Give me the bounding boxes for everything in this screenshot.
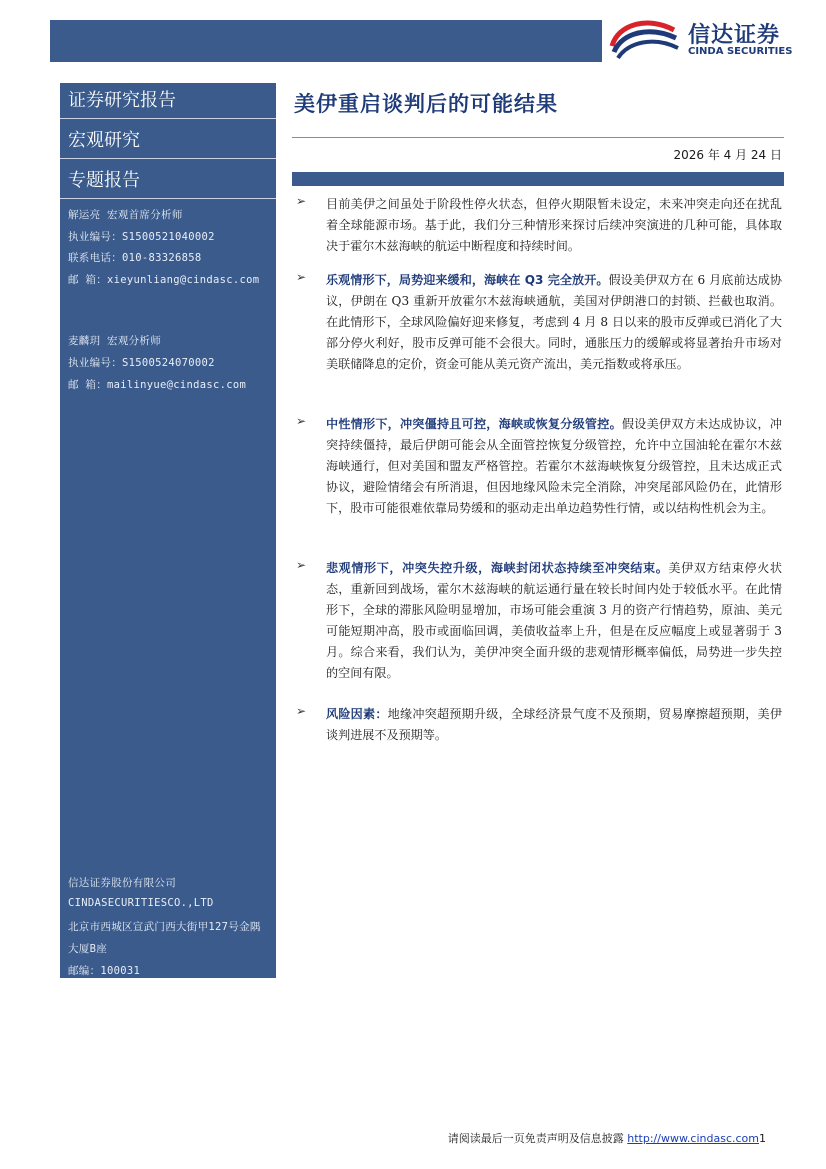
logo-text-cn: 信达证券 [688,23,781,48]
report-date: 2026 年 4 月 24 日 [673,148,782,162]
bullet-text: 悲观情形下，冲突失控升级，海峡封闭状态持续至冲突结束。美伊双方结束停火状态，重新回到战场，霍尔木兹海峡的航运通行量在较长时间内处于较低水平。在此情形下，全球的滞胀风险明显增加，市场可能会重演 3 月的资产行情趋势，原油、美元可能短期冲高，股市或面临回调，美债收益率上升，但是在反应幅度上或显著弱于 3 月。综合来看，我们认为，美伊冲突全面升级的悲观情形概率偏低，局势进一步失控的空间有限。 [326,561,782,680]
arrow-bullet-icon: ➢ [296,558,307,572]
analyst1-name: 解运亮 宏观首席分析师 [68,209,183,221]
cinda-logo [608,16,808,64]
arrow-bullet-icon: ➢ [296,414,307,428]
arrow-bullet-icon: ➢ [296,194,307,208]
bullet-lead: 风险因素： [326,707,388,721]
sidebar-heading-research: 证券研究报告 [60,83,276,119]
bullet-lead: 乐观情形下，局势迎来缓和，海峡在 Q3 完全放开。 [326,273,609,287]
company-address-line1: 北京市西城区宣武门西大街甲127号金隅 [68,921,261,933]
sidebar-heading-macro: 宏观研究 [60,123,276,159]
sidebar-heading-special: 专题报告 [60,163,276,199]
header-band [50,20,602,62]
company-name-cn: 信达证券股份有限公司 [68,877,176,889]
analyst2-email: 邮 箱：mailinyue@cindasc.com [68,379,247,391]
bullet-text: 风险因素：地缘冲突超预期升级，全球经济景气度不及预期，贸易摩擦超预期，美伊谈判进展不及预期等。 [326,707,782,742]
analyst1-email: 邮 箱：xieyunliang@cindasc.com [68,274,260,286]
company-name-en: CINDASECURITIESCO.,LTD [68,897,214,909]
analyst2-cert: 执业编号：S1500524070002 [68,357,215,369]
report-title: 美伊重启谈判后的可能结果 [294,92,558,116]
bullet-text: 乐观情形下，局势迎来缓和，海峡在 Q3 完全放开。假设美伊双方在 6 月底前达成协议，伊朗在 Q3 重新开放霍尔木兹海峡通航，美国对伊朗港口的封锁、拦截也取消。在此情形下，全球风险偏好迎来修复，考虑到 4 月 8 日以来的股市反弹或已消化了大部分停火利好，股市反弹可能不会很大。同时，通胀压力的缓解或将显著抬升市场对美联储降息的定价，资金可能从美元资产流出，美元指数或将承压。 [326,273,782,371]
bullet-lead: 中性情形下，冲突僵持且可控，海峡或恢复分级管控。 [326,417,622,431]
logo-text-en: CINDA SECURITIES [688,46,793,57]
analyst2-name: 麦麟玥 宏观分析师 [68,335,162,347]
company-address-line2: 大厦B座 [68,943,108,955]
cinda-logo-icon [608,16,682,62]
company-postcode: 邮编：100031 [68,965,141,977]
website-link[interactable]: http://www.cindasc.com [627,1132,759,1145]
bullet-text: 中性情形下，冲突僵持且可控，海峡或恢复分级管控。假设美伊双方未达成协议，冲突持续僵持，最后伊朗可能会从全面管控恢复分级管控，允许中立国油轮在霍尔木兹海峡通行，但对美国和盟友严格管控。若霍尔木兹海峡恢复分级管控，且未达成正式协议，避险情绪会有所消退，但因地缘风险未完全消除，冲突尾部风险仍在，此情形下，股市可能很难依靠局势缓和的驱动走出单边趋势性行情，或以结构性机会为主。 [326,417,782,515]
summary-bar [292,172,784,186]
analyst1-cert: 执业编号：S1500521040002 [68,231,215,243]
analyst1-phone: 联系电话：010-83326858 [68,252,202,264]
bullet-lead: 悲观情形下，冲突失控升级，海峡封闭状态持续至冲突结束。 [326,561,669,575]
title-divider [292,137,784,138]
disclaimer-note: 请阅读最后一页免责声明及信息披露 [447,1132,628,1145]
page-number: 1 [759,1132,766,1145]
bullet-text: 目前美伊之间虽处于阶段性停火状态，但停火期限暂未设定，未来冲突走向还在扰乱着全球能源市场。基于此，我们分三种情形来探讨后续冲突演进的几种可能，具体取决于霍尔木兹海峡的航运中断程度和持续时间。 [326,197,782,253]
page-footer [448,1130,766,1146]
arrow-bullet-icon: ➢ [296,270,307,284]
arrow-bullet-icon: ➢ [296,704,307,718]
sidebar [60,83,276,978]
